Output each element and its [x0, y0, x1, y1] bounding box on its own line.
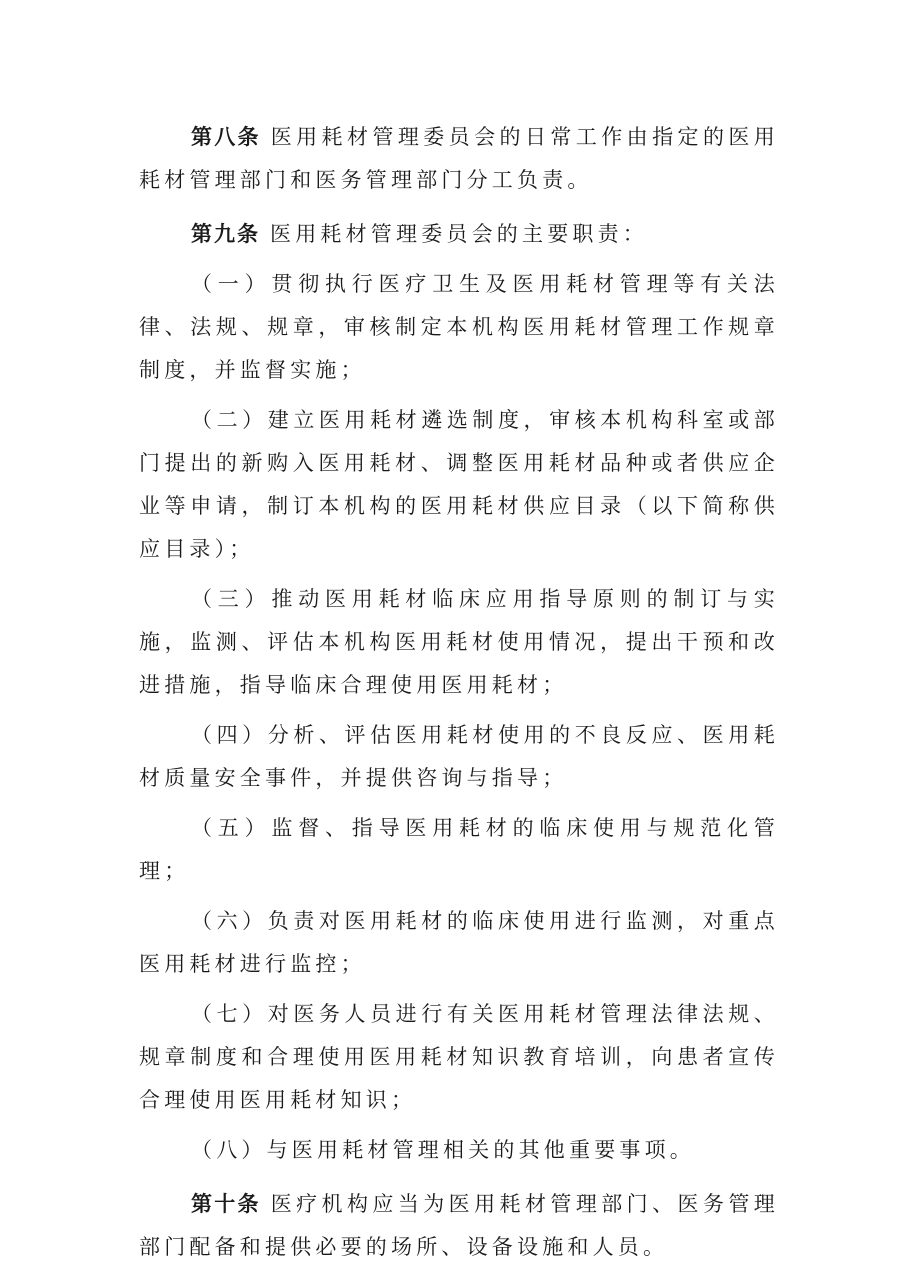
article-9-text: 医用耗材管理委员会的主要职责： — [270, 222, 648, 246]
article-9-item-7: （七）对医务人员进行有关医用耗材管理法律法规、规章制度和合理使用医用耗材知识教育培训，向患者宣传合理使用医用耗材知识； — [139, 1002, 779, 1112]
article-9-item-5: （五）监督、指导医用耗材的临床使用与规范化管理； — [139, 816, 779, 883]
article-8-label: 第八条 — [191, 125, 261, 149]
article-9-item-1: （一）贯彻执行医疗卫生及医用耗材管理等有关法律、法规、规章，审核制定本机构医用耗材管理工作规章制度，并监督实施； — [139, 272, 779, 382]
document-body — [139, 116, 779, 1269]
article-9-label: 第九条 — [191, 222, 260, 246]
article-10 — [139, 1183, 779, 1269]
article-9-item-8: （八）与医用耗材管理相关的其他重要事项。 — [191, 1138, 695, 1162]
article-9-item-2: （二）建立医用耗材遴选制度，审核本机构科室或部门提出的新购入医用耗材、调整医用耗材品种或者供应企业等申请，制订本机构的医用耗材供应目录（以下简称供应目录）； — [139, 408, 779, 561]
article-10-label: 第十条 — [191, 1192, 261, 1216]
article-10-text: 医疗机构应当为医用耗材管理部门、医务管理部门配备和提供必要的场所、设备设施和人员。 — [139, 1192, 780, 1259]
article-8 — [139, 116, 779, 202]
article-9 — [139, 213, 779, 256]
article-9-item-4: （四）分析、评估医用耗材使用的不良反应、医用耗材质量安全事件，并提供咨询与指导； — [139, 723, 779, 790]
article-9-item-6: （六）负责对医用耗材的临床使用进行监测，对重点医用耗材进行监控； — [139, 909, 779, 976]
article-8-text: 医用耗材管理委员会的日常工作由指定的医用耗材管理部门和医务管理部门分工负责。 — [139, 125, 780, 192]
article-9-item-3: （三）推动医用耗材临床应用指导原则的制订与实施，监测、评估本机构医用耗材使用情况，提出干预和改进措施，指导临床合理使用医用耗材； — [139, 587, 779, 697]
